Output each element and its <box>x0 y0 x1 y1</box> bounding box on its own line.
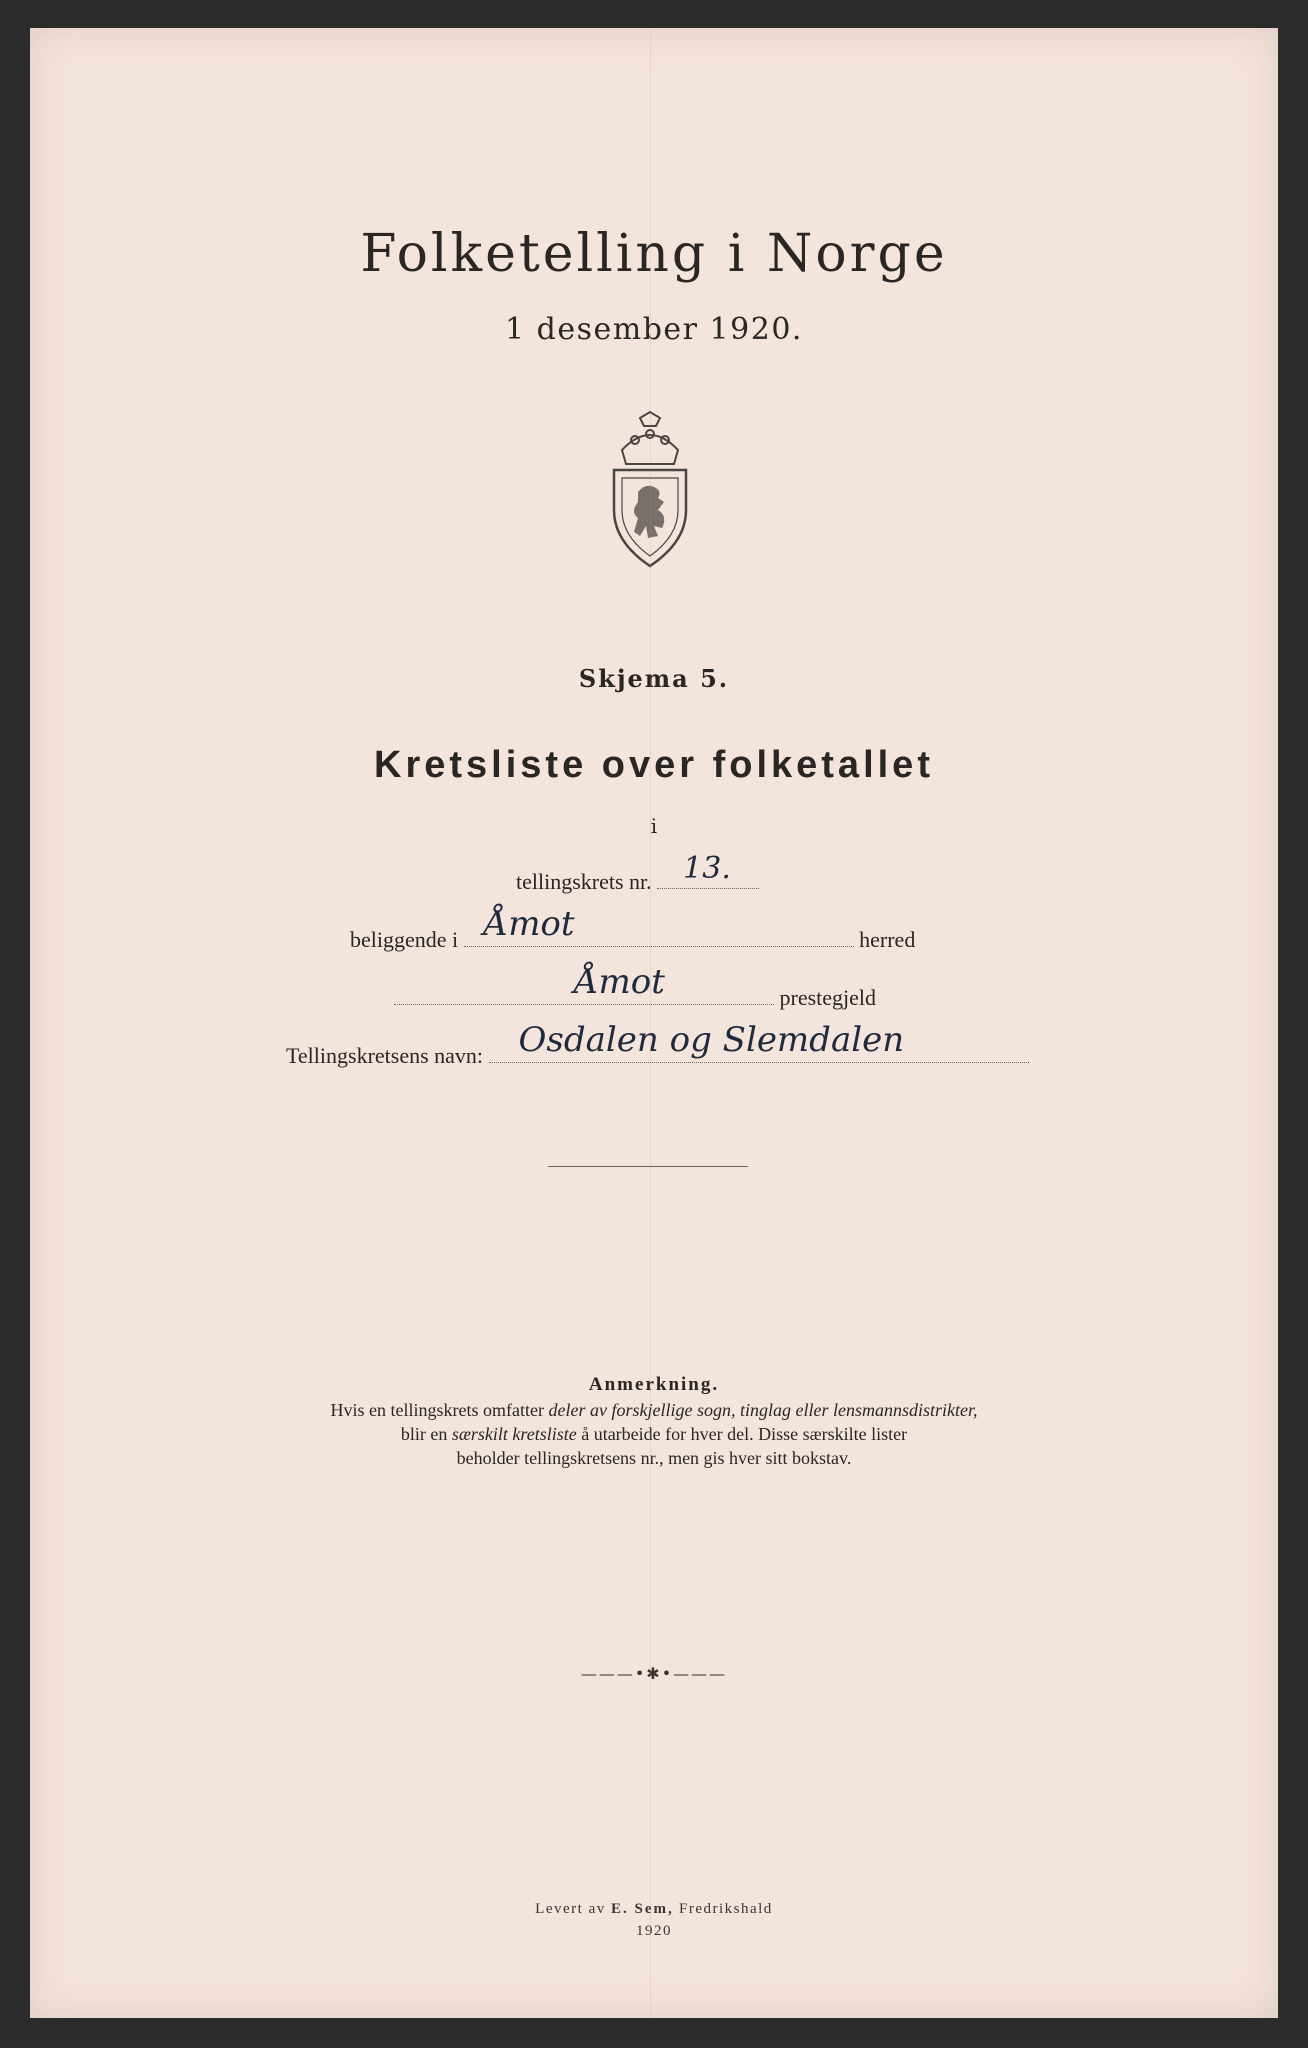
document-date: 1 desember 1920. <box>505 312 803 347</box>
municipality-suffix: herred <box>859 927 916 952</box>
note-line-1-italic: deler av forskjellige sogn, tinglag eller lensmannsdistrikter, <box>548 1400 978 1420</box>
located-in-label: beliggende i <box>350 927 459 952</box>
note-line-1-text: Hvis en tellingskrets omfatter <box>330 1400 544 1420</box>
district-number-field[interactable] <box>657 851 759 889</box>
district-number-label: tellingskrets nr. <box>516 869 652 894</box>
parish-row <box>394 962 877 1011</box>
municipality-value: Åmot <box>483 904 575 944</box>
note-line-2 <box>30 1422 1278 1446</box>
note-line-2-italic: særskilt kretsliste <box>451 1424 577 1444</box>
section-divider <box>548 1166 748 1167</box>
note-line-2-text-c: å utarbeide for hver del. Disse særskilte lister <box>581 1424 908 1444</box>
printer-footer <box>30 1898 1278 1942</box>
district-name-field[interactable] <box>489 1020 1029 1063</box>
footer-printer: E. Sem, <box>610 1901 674 1917</box>
parish-field[interactable] <box>394 962 774 1005</box>
schema-label: Skjema 5. <box>578 664 730 693</box>
note-line-1 <box>30 1398 1278 1422</box>
note-line-3: beholder tellingskretsens nr., men gis hver sitt bokstav. <box>456 1448 852 1468</box>
district-name-value: Osdalen og Slemdalen <box>518 1020 905 1060</box>
document-title: Folketelling i Norge <box>360 224 948 284</box>
district-name-label: Tellingskretsens navn: <box>286 1043 484 1068</box>
district-number-row <box>516 851 759 895</box>
district-name-row <box>286 1020 1029 1069</box>
ornament-divider: ———•✱•——— <box>580 1664 728 1683</box>
document-page <box>30 28 1278 2018</box>
note-line-2-text-a: blir en <box>400 1424 448 1444</box>
note-title: Anmerkning. <box>588 1374 720 1395</box>
note-body <box>30 1398 1278 1470</box>
municipality-row <box>350 904 916 953</box>
preposition-text: i <box>650 814 658 838</box>
municipality-field[interactable] <box>464 904 854 947</box>
form-heading: Kretsliste over folketallet <box>374 744 934 786</box>
footer-prefix: Levert av <box>535 1901 606 1917</box>
parish-suffix: prestegjeld <box>779 985 877 1010</box>
footer-place: Fredrikshald <box>678 1901 773 1917</box>
footer-year: 1920 <box>636 1923 672 1939</box>
coat-of-arms-icon <box>600 410 700 570</box>
district-number-value: 13. <box>683 851 731 886</box>
parish-value: Åmot <box>574 962 665 1002</box>
